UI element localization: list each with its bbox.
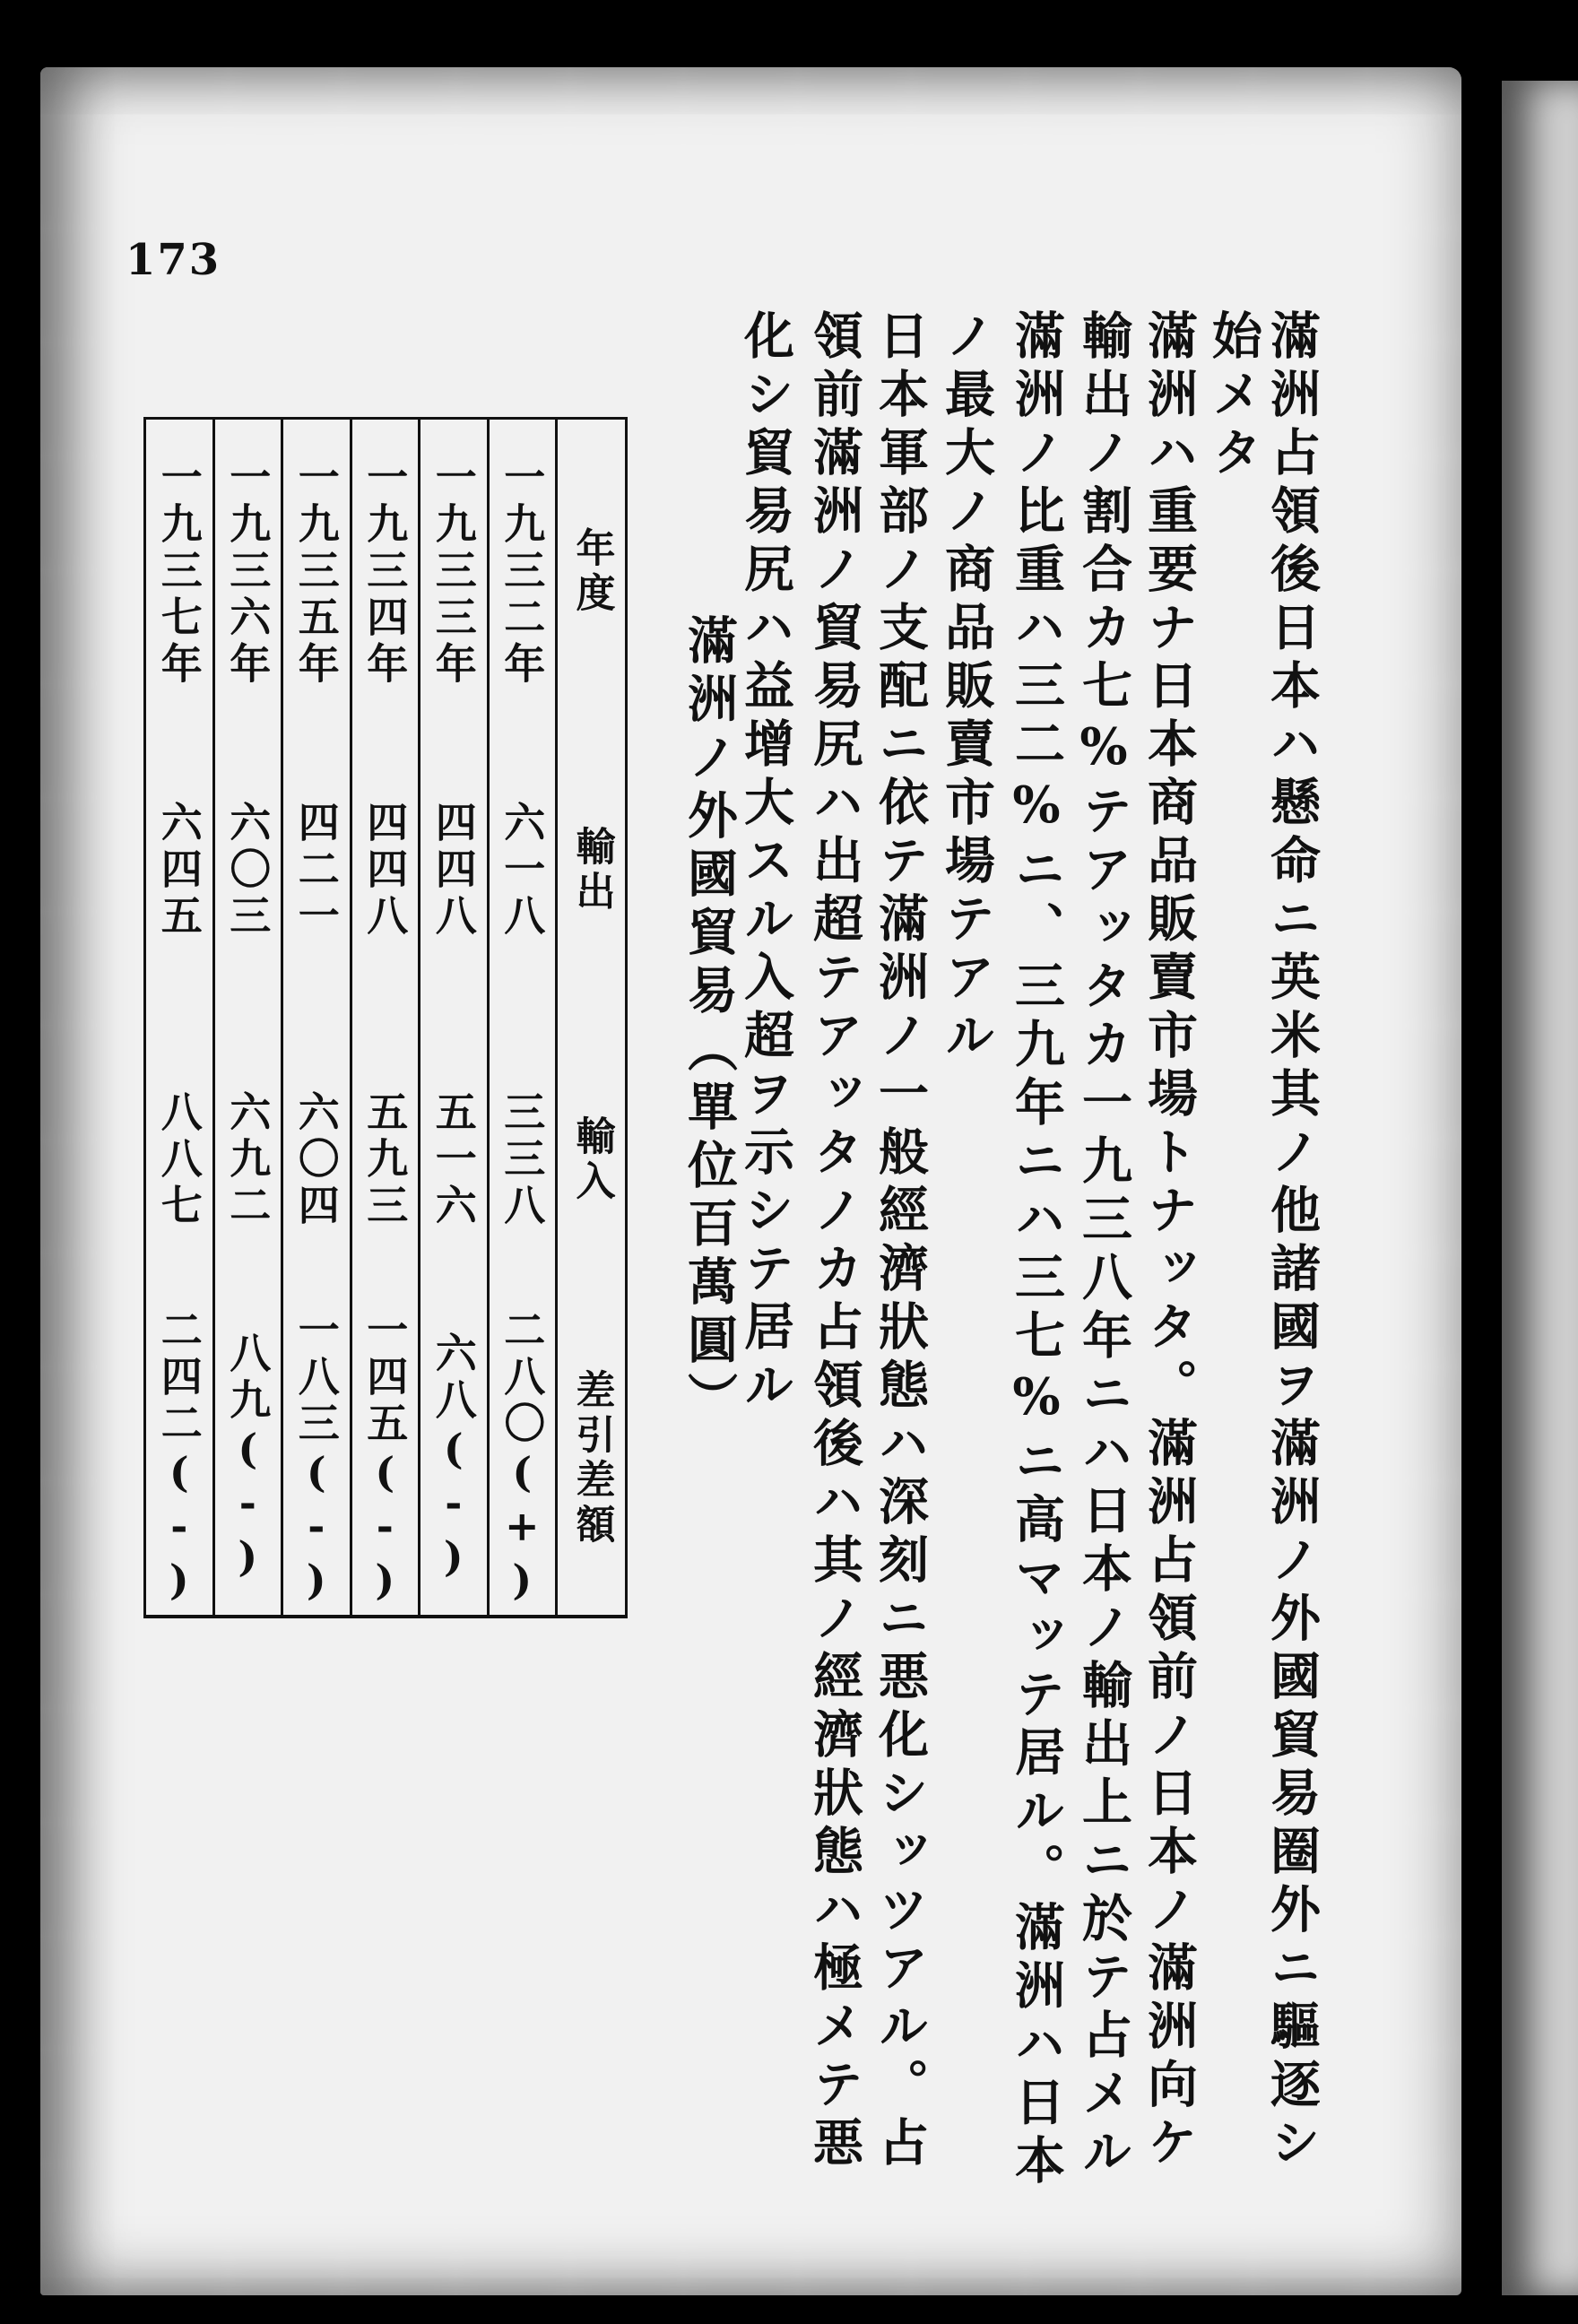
body-text-column: ノ最大ノ商品販賣市場テアル: [937, 309, 996, 1067]
cell-year: 一九三四年: [351, 419, 420, 728]
cell-import: 八八七: [145, 1017, 214, 1306]
cell-export: 六〇三: [213, 727, 282, 1017]
body-text-column: 始メタ: [1204, 309, 1263, 484]
cell-year: 一九三七年: [145, 419, 214, 728]
cell-year: 一九三六年: [213, 419, 282, 728]
cell-diff: (-)八九: [213, 1307, 282, 1617]
trade-table: [143, 417, 628, 1618]
body-text-column: 滿洲占領後日本ハ懸命ニ英米其ノ他諸國ヲ滿洲ノ外國貿易圈外ニ驅逐シ: [1262, 309, 1322, 2174]
cell-export: 六四五: [145, 727, 214, 1017]
header-year: 年度: [557, 419, 627, 728]
cell-diff: (-)一八三: [282, 1307, 351, 1617]
cell-import: 六〇四: [282, 1017, 351, 1306]
cell-diff: (-)一四五: [351, 1307, 420, 1617]
body-text-column: 輸出ノ割合カ七%テアッタカ一九三八年ニハ日本ノ輸出上ニ於テ占メル: [1074, 309, 1133, 2183]
cell-export: 六一八: [488, 727, 557, 1017]
page-number: 173: [126, 235, 221, 285]
cell-import: 三三八: [488, 1017, 557, 1306]
table-row-diff: [145, 1307, 627, 1617]
cell-year: 一九三三年: [420, 419, 489, 728]
body-text-column: 滿洲ノ比重ハ三二%ニ、三九年ニハ三七%ニ高マッテ居ル。滿洲ハ日本: [1007, 309, 1066, 2192]
adjacent-page-edge: [1502, 81, 1578, 2295]
body-text-column: 領前滿洲ノ貿易尻ハ出超テアッタノカ占領後ハ其ノ經濟狀態ハ極メテ悪: [805, 309, 864, 2174]
body-text-column: 日本軍部ノ支配ニ依テ滿洲ノ一般經濟狀態ハ深刻ニ悪化シッツアル。占: [871, 309, 930, 2174]
table-row-export: [145, 727, 627, 1017]
body-text-column: 滿洲ハ重要ナ日本商品販賣市場トナッタ。滿洲占領前ノ日本ノ滿洲向ケ: [1140, 309, 1199, 2174]
cell-import: 六九二: [213, 1017, 282, 1306]
cell-year: 一九三五年: [282, 419, 351, 728]
table-row-import: [145, 1017, 627, 1306]
cell-diff: (-)六八: [420, 1307, 489, 1617]
cell-export: 四四八: [420, 727, 489, 1017]
body-text-column: 化シ貿易尻ハ益增大スル入超ヲ示シテ居ル: [736, 309, 795, 1417]
cell-import: 五九三: [351, 1017, 420, 1306]
table-row-year: [145, 419, 627, 728]
cell-year: 一九三二年: [488, 419, 557, 728]
header-import: 輸入: [557, 1017, 627, 1306]
table-caption: 滿洲ノ外國貿易（單位百萬圓）: [680, 614, 739, 1430]
cell-import: 五一六: [420, 1017, 489, 1306]
header-export: 輸出: [557, 727, 627, 1017]
cell-diff: (-)二四二: [145, 1307, 214, 1617]
cell-diff: (+)二八〇: [488, 1307, 557, 1617]
header-diff: 差引差額: [557, 1307, 627, 1617]
cell-export: 四四八: [351, 727, 420, 1017]
cell-export: 四二一: [282, 727, 351, 1017]
